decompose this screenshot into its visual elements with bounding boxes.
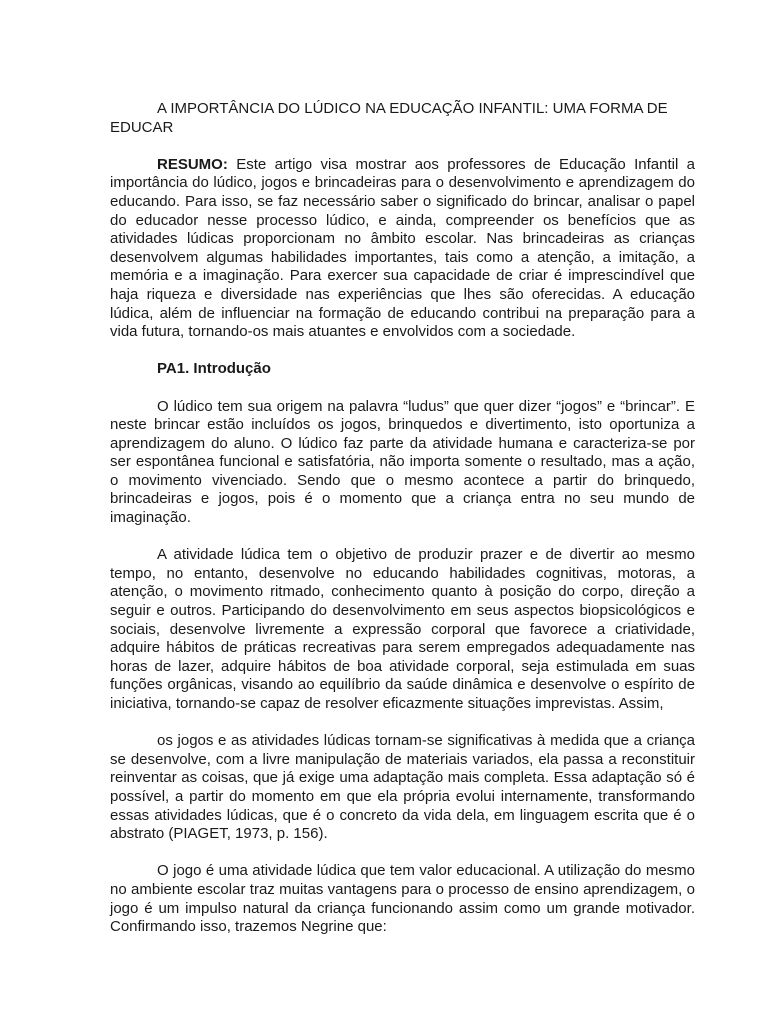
document-title: A IMPORTÂNCIA DO LÚDICO NA EDUCAÇÃO INFANTIL: UMA FORMA DE EDUCAR (110, 100, 668, 136)
citation-quote: os jogos e as atividades lúdicas tornam-se significativas à medida que a criança se desenvolve, com a livre manipulação de materiais variados, ela passa a reconstituir reinventar as coisas, que já exige uma adaptação mais completa. Essa adaptação só é possível, a partir do momento em que ela própria evolui internamente, transformando essas atividades lúdicas, que é o concreto da vida dela, em linguagem escrita que é o abstrato (PIAGET, 1973, p. 156). (110, 732, 695, 843)
body-paragraph-1: O lúdico tem sua origem na palavra “ludus” que quer dizer “jogos” e “brincar”. E neste brincar estão incluídos os jogos, brinquedos e divertimento, isto oportuniza a aprendizagem do aluno. O lúdico faz parte da atividade humana e caracteriza-se por ser espontânea funcional e satisfatória, não importa somente o resultado, mas a ação, o movimento vivenciado. Sendo que o mesmo acontece a partir do brinquedo, brincadeiras e jogos, pois é o momento que a criança entra no seu mundo de imaginação. (110, 397, 695, 527)
document-body (110, 100, 695, 937)
body-paragraph-2: A atividade lúdica tem o objetivo de produzir prazer e de divertir ao mesmo tempo, no entanto, desenvolve no educando habilidades cognitivas, motoras, a atenção, o movimento ritmado, conhecimento quanto à posição do corpo, direção a seguir e outros. Participando do desenvolvimento em seus aspectos biopsicológicos e sociais, desenvolve livremente a expressão corporal que favorece a criatividade, adquire hábitos de práticas recreativas para serem empregados adequadamente nas horas de lazer, adquire hábitos de boa atividade corporal, seja estimulada em suas funções orgânicas, visando ao equilíbrio da saúde dinâmica e desenvolve o espírito de iniciativa, tornando-se capaz de resolver eficazmente situações imprevistas. Assim, (110, 546, 695, 712)
abstract-text: Este artigo visa mostrar aos professores de Educação Infantil a importância do lúdico, jogos e brincadeiras para o desenvolvimento e aprendizagem do educando. Para isso, se faz necessário saber o significado do brincar, analisar o papel do educador nesse processo lúdico, e ainda, compreender os benefícios que as atividades lúdicas proporcionam no âmbito escolar. Nas brincadeiras as crianças desenvolvem algumas habilidades importantes, tais como a atenção, a imitação, a memória e a imaginação. Para exercer sua capacidade de criar é imprescindível que haja riqueza e diversidade nas experiências que lhes são oferecidas. A educação lúdica, além de influenciar na formação de educando contribui na preparação para a vida futura, tornando-os mais atuantes e envolvidos com a sociedade. (110, 155, 695, 341)
body-paragraph-3: O jogo é uma atividade lúdica que tem valor educacional. A utilização do mesmo no ambiente escolar traz muitas vantagens para o processo de ensino aprendizagem, o jogo é um impulso natural da criança funcionando assim como um grande motivador. Confirmando isso, trazemos Negrine que: (110, 862, 695, 936)
section-heading: PA1. Introdução (157, 360, 271, 378)
abstract-paragraph (110, 156, 695, 342)
abstract-label: RESUMO: (157, 155, 228, 173)
